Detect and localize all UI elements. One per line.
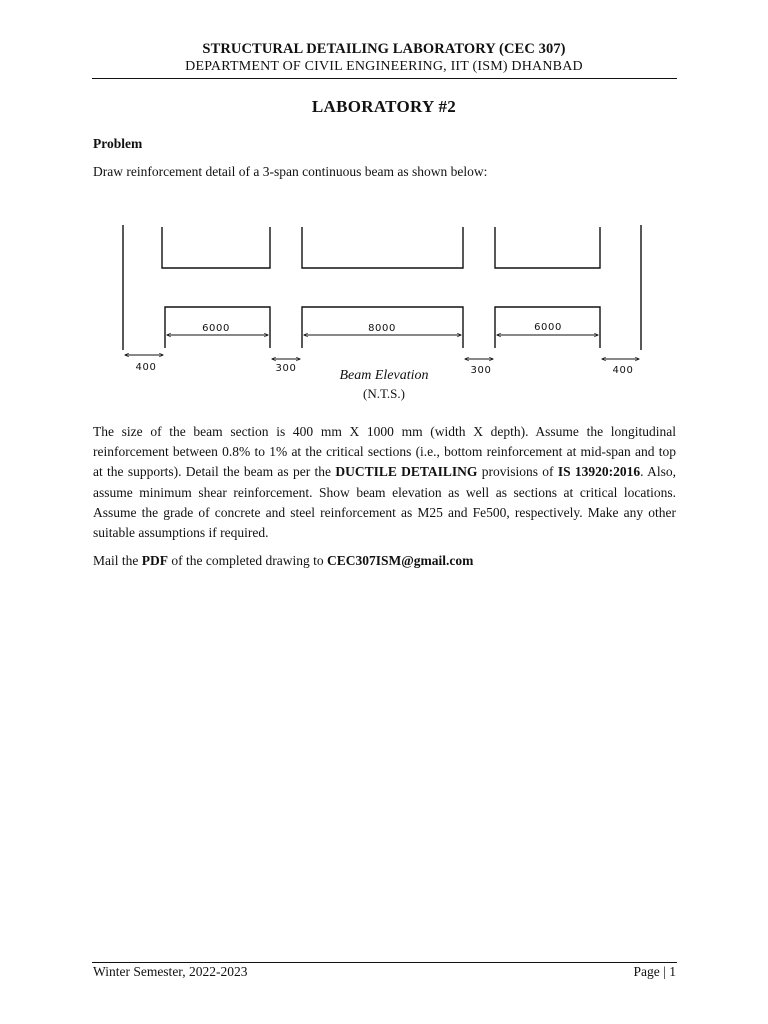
para-text-2: provisions of <box>477 464 558 480</box>
header-rule <box>92 78 677 79</box>
para-bold-ductile: DUCTILE DETAILING <box>335 464 478 480</box>
intro-text: Draw reinforcement detail of a 3-span continuous beam as shown below: <box>93 164 488 179</box>
mail-bold-pdf: PDF <box>141 553 168 568</box>
upper-span-3 <box>495 227 600 268</box>
para-bold-code: IS 13920:2016 <box>557 464 641 480</box>
footer-semester: Winter Semester, 2022-2023 <box>93 964 248 979</box>
support-3-label: 300 <box>470 365 492 376</box>
upper-span-1 <box>162 227 270 268</box>
figure-caption: Beam Elevation <box>339 368 429 383</box>
support-4-label: 400 <box>612 365 634 376</box>
para-text-3: . Also, assume minimum shear reinforcement. Show beam elevation as well as sections at critical locations. Assume the grade of concrete and steel reinforcement as M25 and Fe500, respectively. Make any other suitable assumptions if required. <box>93 464 676 541</box>
figure-subcaption: (N.T.S.) <box>362 386 405 401</box>
email-address: CEC307ISM@gmail.com <box>326 553 474 568</box>
mail-instruction <box>93 553 473 569</box>
footer-rule <box>92 962 677 963</box>
mail-text-1: Mail the <box>93 553 142 568</box>
page-title: LABORATORY #2 <box>311 97 457 116</box>
mail-text-2: of the completed drawing to <box>168 553 327 568</box>
para-text-1: The size of the beam section is 400 mm X 1000 mm (width X depth). Assume the longitudinal reinforcement between 0.8% to 1% at the critical sections (i.e., bottom reinforcement at mid-span and top at the supports). Detail the beam as per the <box>93 424 676 480</box>
page-number: Page | 1 <box>633 964 676 979</box>
span-1-label: 6000 <box>202 323 230 334</box>
problem-description <box>93 422 676 543</box>
span-3-label: 6000 <box>534 322 562 333</box>
span-2-label: 8000 <box>368 323 396 334</box>
course-title: STRUCTURAL DETAILING LABORATORY (CEC 307) <box>202 41 566 57</box>
support-1-label: 400 <box>135 362 157 373</box>
problem-heading: Problem <box>93 136 143 151</box>
upper-span-2 <box>302 227 463 268</box>
department-name: DEPARTMENT OF CIVIL ENGINEERING, IIT (ISM) DHANBAD <box>185 59 583 74</box>
support-2-label: 300 <box>275 363 297 374</box>
